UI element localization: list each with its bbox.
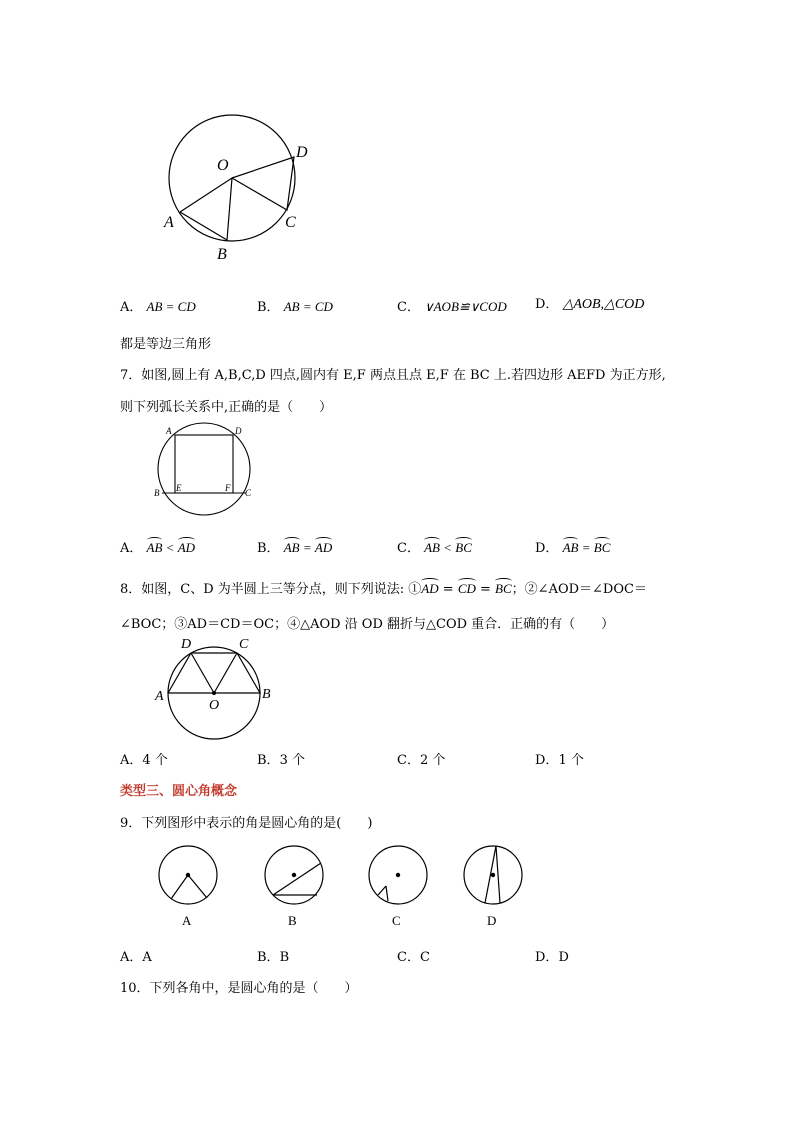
option-letter: D． (535, 541, 559, 556)
option-text: D (558, 950, 569, 965)
q8-stem-line2: ∠BOC；③AD＝CD＝OC；④△AOD 沿 OD 翻折与△COD 重合．正确的有（ ） (120, 617, 615, 632)
q8-label-D: D (181, 637, 192, 652)
option-text: B (279, 950, 290, 965)
arc-cd: CD (457, 581, 476, 596)
relation: = (438, 582, 458, 597)
q7-option-d (535, 537, 610, 556)
q8-label-C: C (239, 637, 249, 652)
q6-label-D: D (296, 144, 308, 161)
arc-ab: AB (283, 540, 300, 555)
arc-bc: BC (495, 581, 512, 596)
q8-option-b (257, 749, 305, 768)
section-heading: 类型三、圆心角概念 (120, 784, 238, 799)
option-text: 3 个 (279, 753, 305, 768)
q6-option-tail: 都是等边三角形 (120, 337, 212, 352)
q6-option-c (397, 296, 507, 315)
arc-ab: AB (562, 540, 579, 555)
option-letter: C． (397, 541, 420, 556)
q7-option-a (120, 537, 195, 556)
option-letter: B． (257, 753, 280, 768)
q9-label-c: C (392, 913, 401, 928)
option-text: AB = CD (146, 299, 196, 314)
q7-label-F: F (225, 483, 231, 493)
q7-stem-line2: 则下列弧长关系中,正确的是（ ） (120, 400, 333, 415)
q8-label-O: O (209, 698, 220, 713)
relation: < (162, 540, 178, 555)
q8-figure (150, 632, 280, 744)
q9-figures (150, 838, 540, 930)
q7-label-E: E (176, 483, 182, 493)
option-letter: A． (120, 300, 143, 315)
option-letter: A． (120, 541, 143, 556)
q6-label-O: O (217, 157, 229, 174)
q9-label-d: D (487, 913, 497, 928)
q6-option-b (257, 296, 333, 315)
arc-ad: AD (177, 540, 196, 555)
option-text: 2 个 (419, 753, 446, 768)
option-letter: A． (120, 950, 143, 965)
option-letter: D． (535, 297, 559, 312)
q8-option-a (120, 749, 168, 768)
relation: = (475, 582, 496, 597)
arc-ad: AD (421, 581, 439, 596)
option-text: ∨AOB≌∨COD (424, 299, 507, 314)
option-letter: B． (257, 300, 280, 315)
option-text: C (419, 950, 430, 965)
q10-stem: 10．下列各角中，是圆心角的是（ ） (120, 981, 358, 996)
q6-label-C: C (285, 214, 296, 231)
q9-label-a: A (182, 913, 192, 928)
q8-stem-prefix: 8．如图，C、D 为半圆上三等分点，则下列说法: ① (120, 582, 422, 597)
q8-label-A: A (155, 689, 164, 704)
q8-option-c (397, 749, 445, 768)
q6-figure (150, 100, 330, 270)
q7-stem-line1: 7．如图,圆上有 A,B,C,D 四点,圆内有 E,F 两点且点 E,F 在 BC 上.若四边形 AEFD 为正方形, (120, 368, 666, 383)
relation: < (439, 540, 456, 555)
q8-stem-suffix: ；②∠AOD＝∠DOC＝ (511, 582, 647, 597)
q7-label-D: D (235, 426, 242, 436)
q9-label-b: B (288, 913, 297, 928)
option-text: A (142, 950, 152, 965)
option-text: AB = CD (283, 299, 333, 314)
relation: = (299, 540, 315, 555)
option-text: 1 个 (558, 753, 584, 768)
arc-ad: AD (314, 540, 333, 555)
q7-option-c (397, 537, 472, 556)
arc-bc: BC (455, 540, 472, 555)
option-letter: D． (535, 753, 559, 768)
q9-circle-a (159, 846, 217, 904)
option-letter: C． (397, 300, 420, 315)
q8-option-d (535, 749, 584, 768)
q8-label-B: B (262, 687, 271, 702)
q8-stem-line1 (120, 578, 647, 597)
q7-label-B: B (154, 488, 160, 498)
option-text: 4 个 (142, 753, 168, 768)
q6-label-A: A (164, 214, 174, 231)
arc-ab: AB (146, 540, 163, 555)
option-letter: A． (120, 753, 143, 768)
q9-option-b (257, 946, 289, 965)
q9-option-a (120, 946, 152, 965)
q7-label-A: A (166, 426, 172, 436)
q9-circle-c (369, 846, 427, 904)
q9-option-c (397, 946, 430, 965)
arc-bc: BC (593, 540, 611, 555)
q9-stem: 9．下列图形中表示的角是圆心角的是( ) (120, 816, 373, 831)
option-letter: C． (397, 950, 420, 965)
q9-circle-d (464, 846, 522, 904)
option-letter: D． (535, 950, 559, 965)
option-text: △AOB,△COD (562, 297, 645, 312)
q9-option-d (535, 946, 569, 965)
option-letter: C． (397, 753, 420, 768)
q9-circle-b (265, 846, 323, 904)
arc-ab: AB (424, 540, 440, 555)
option-letter: B． (257, 541, 280, 556)
option-letter: B． (257, 950, 280, 965)
q6-option-d (535, 293, 644, 313)
q7-label-C: C (245, 488, 252, 498)
q7-figure (150, 420, 260, 525)
q6-label-B: B (217, 246, 227, 263)
q7-option-b (257, 537, 332, 556)
q6-option-a (120, 296, 196, 315)
relation: = (578, 540, 594, 555)
